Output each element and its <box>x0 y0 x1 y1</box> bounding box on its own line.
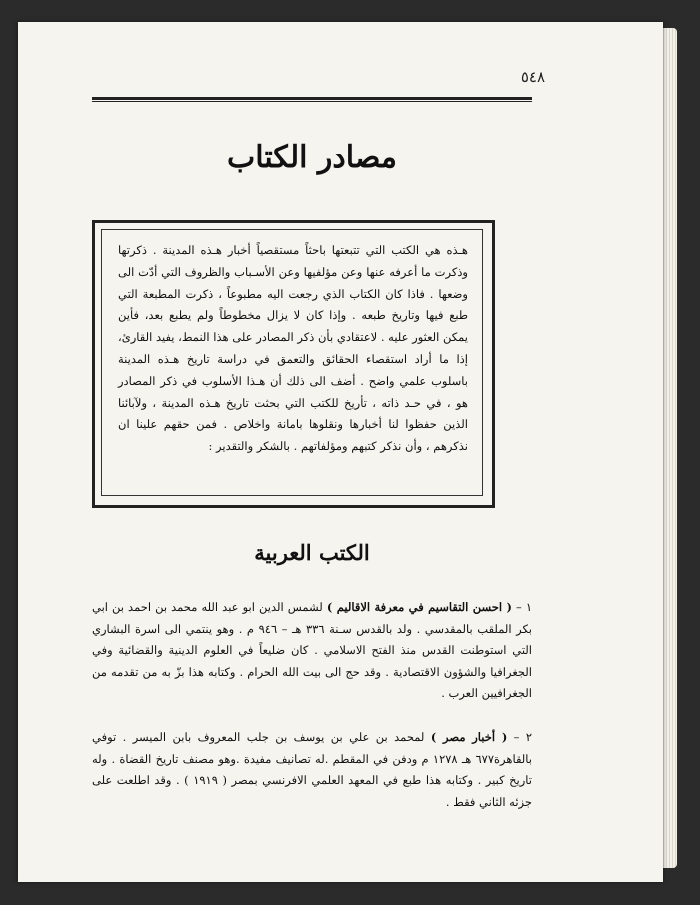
source-entry <box>92 597 532 705</box>
entry-description: لشمس الدين ابو عبد الله محمد بن احمد بن ابي بكر الملقب بالمقدسي . ولد بالقدس سـنة ٣٣٦ هـ – ٩٤٦ م . وهو ينتمي الى اسرة البشاري التي استوطنت القدس منذ الفتح الاسلامي . كان ضليعاً في العلوم الدينية والقضائية وفي الجغرافيا والشؤون الاقتصادية . وقد حج الى بيت الله الحرام . وكتابه هذا بزّ به من تقدمه من الجغرافيين العرب . <box>92 600 532 700</box>
entry-book-title: ( احسن التقاسيم في معرفة الاقاليم ) <box>326 600 512 614</box>
entry-number: ١ – <box>516 600 533 614</box>
entry-number: ٢ – <box>513 730 533 744</box>
entry-book-title: ( أخبار مصر ) <box>430 730 508 744</box>
entry-description: لمحمد بن علي بن يوسف بن جلب المعروف بابن الميسر . توفي بالقاهرة٦٧٧ هـ ١٢٧٨ م ودفن في المقطم .له تصانيف مفيدة .وهو مصنف تاريخ القضاة . وله تاريخ كبير . وكتابه هذا طبع في المعهد العلمي الافرنسي بمصر ( ١٩١٩ ) . وقد اطلعت على جزئه الثاني فقط . <box>92 730 532 809</box>
page-number: ٥٤٨ <box>520 68 545 86</box>
section-title: الكتب العربية <box>254 540 370 565</box>
source-entry <box>92 727 532 813</box>
header-rule-thin <box>92 101 532 102</box>
header-rule <box>92 97 532 100</box>
intro-paragraph: هـذه هي الكتب التي تتبعتها باحثاً مستقصياً أخبار هـذه المدينة . ذكرتها وذكرت ما أعرفه عنها وعن مؤلفيها وعن الأسـباب والظروف التي أدّت الى وضعها . فاذا كان الكتاب الذي رجعت اليه مطبوعاً ، ذكرت المطبعة التي طبع فيها وتاريخ طبعه . وإذا كان لا يزال مخطوطاً ولم يطبع بعد، فأين يمكن العثور عليه . لاعتقادي بأن ذكر المصادر على هذا النمط، يفيد القارئ، إذا ما أراد استقصاء الحقائق والتعمق في دراسة تاريخ هـذه المدينة باسلوب علمي واضح . أضف الى ذلك أن هـذا الأسلوب في ذكر المصادر هو ، في حـد ذاته ، تأريخ للكتب التي بحثت تاريخ هـذه المدينة ، ولآبائنا الذين حفظوا لنا أخبارها ونقلوها بامانة واخلاص . فمن حقهم علينا ان نذكرهم ، وأن نذكر كتبهم ومؤلفاتهم . بالشكر والتقدير : <box>118 243 468 454</box>
page-title: مصادر الكتاب <box>227 140 397 175</box>
